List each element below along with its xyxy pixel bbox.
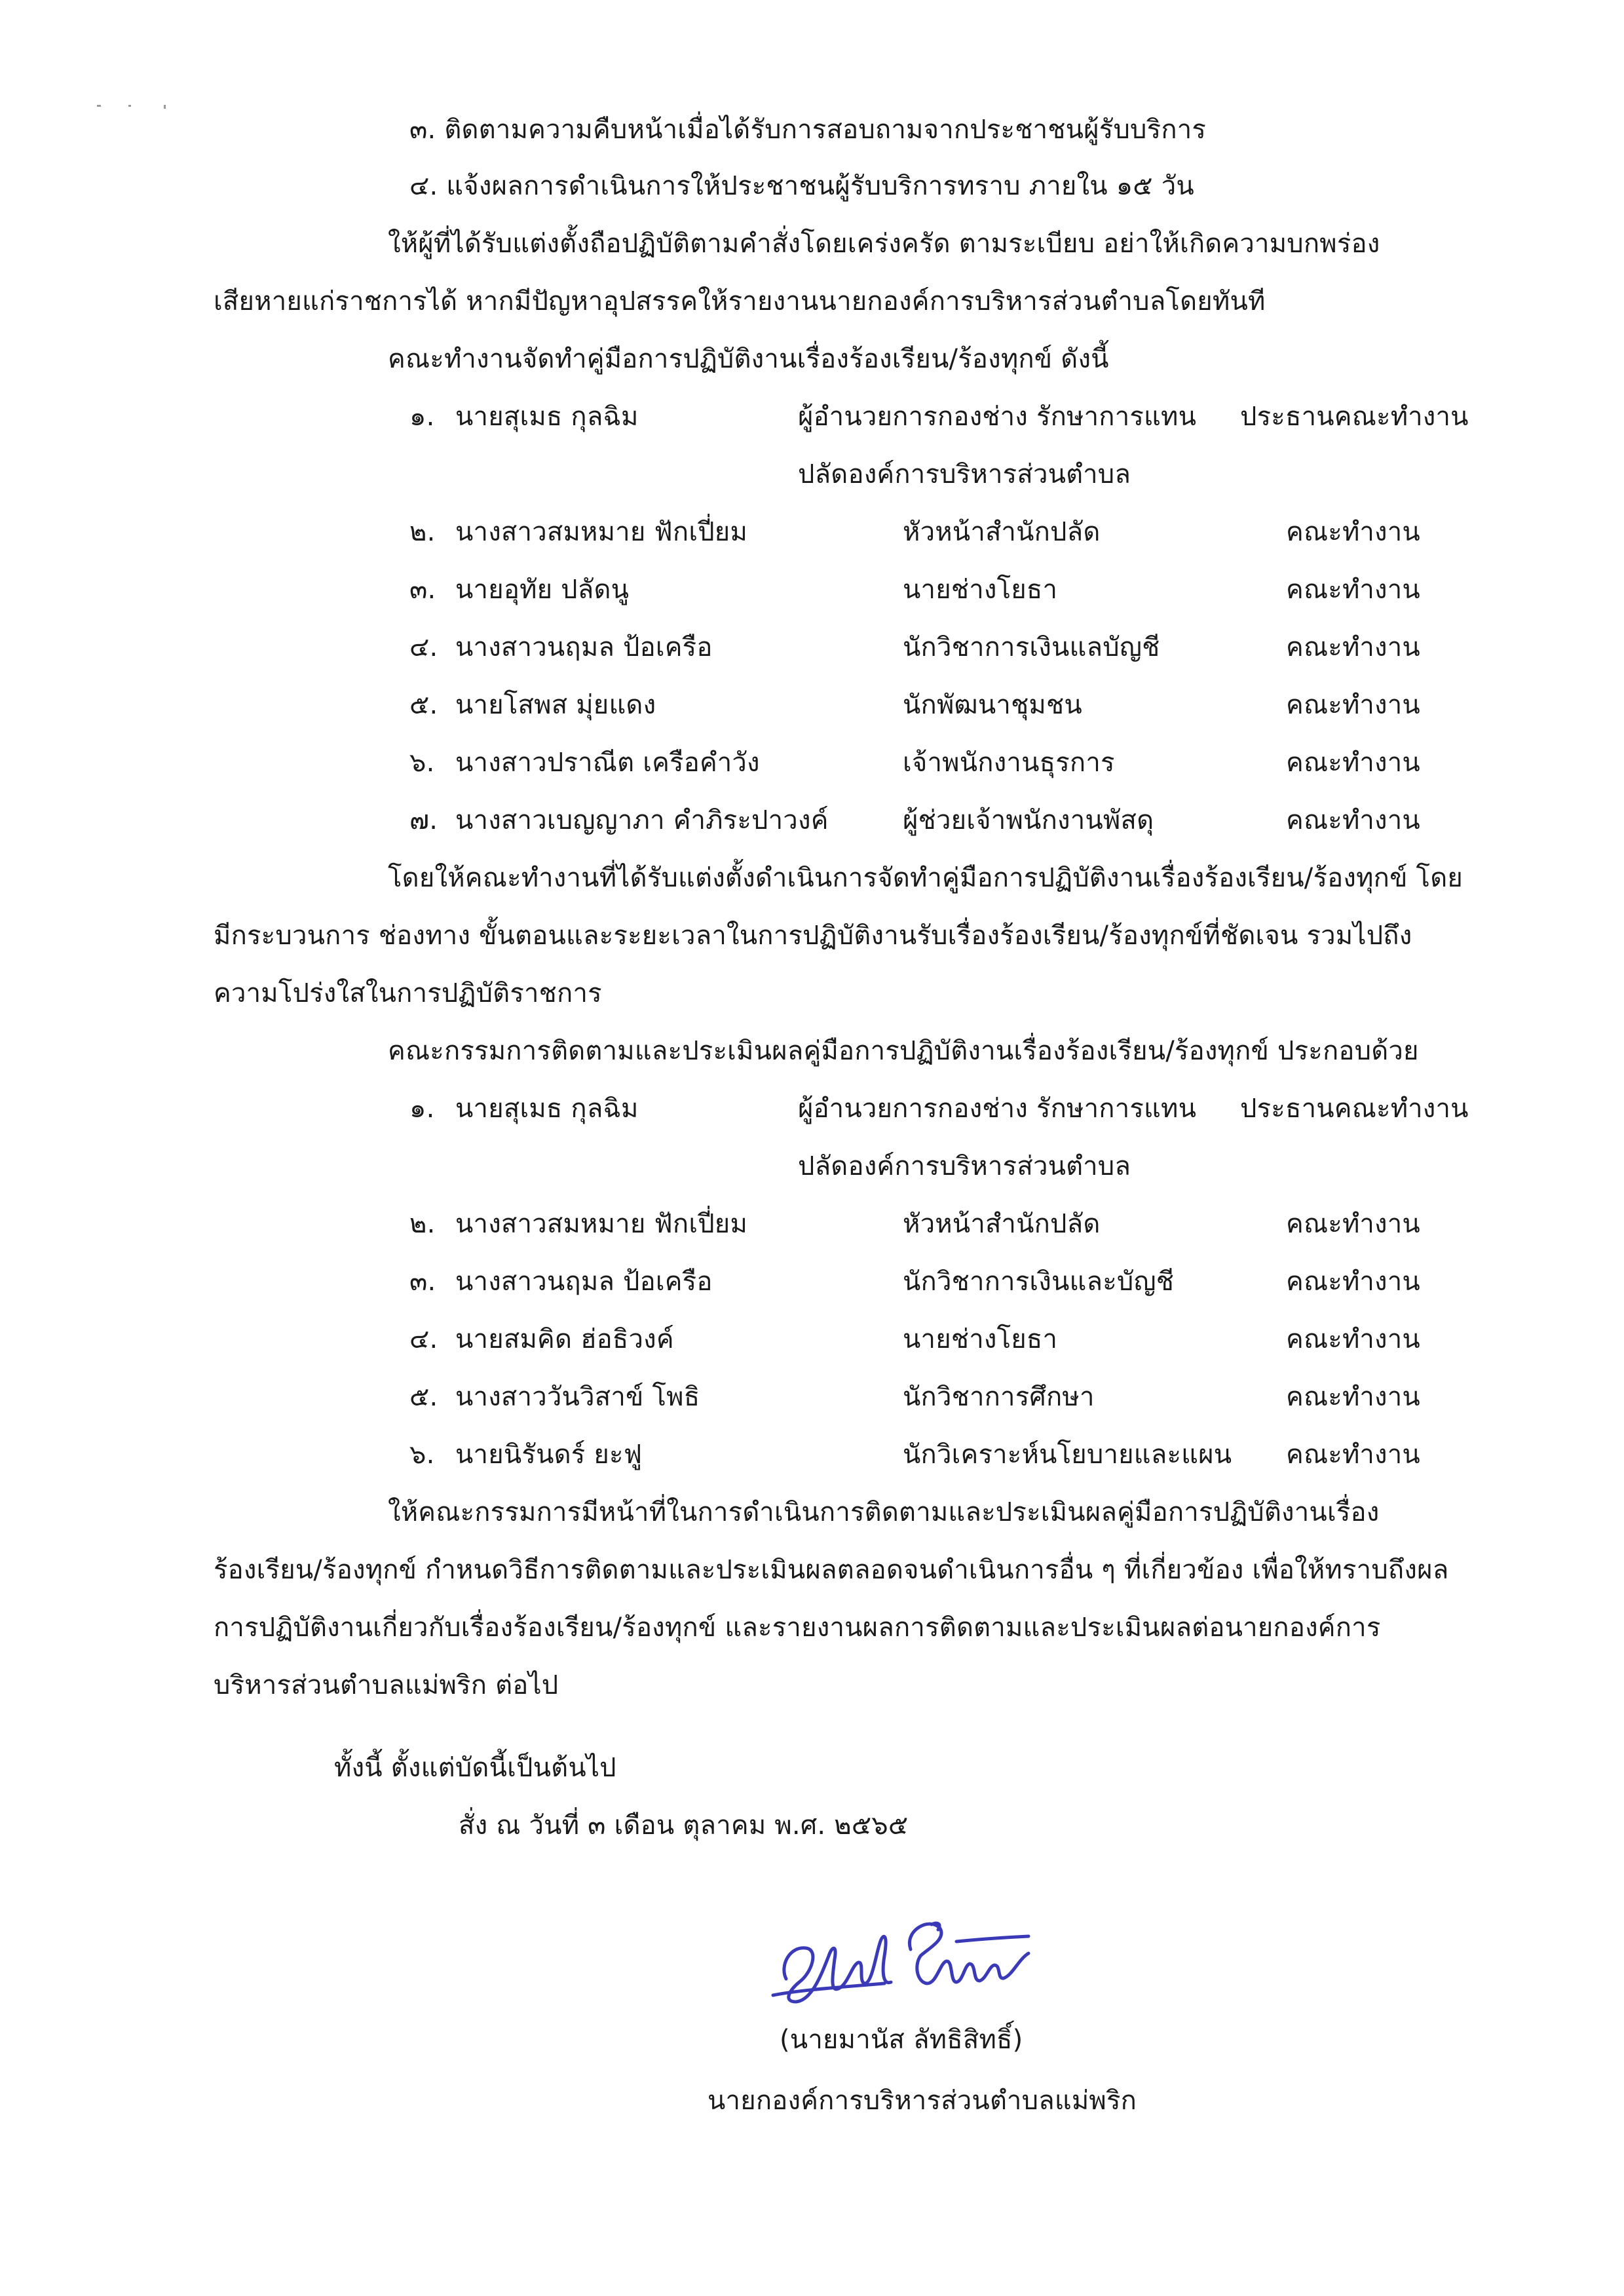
member-number: ๗. — [409, 805, 438, 835]
working-group-duty-line: โดยให้คณะทำงานที่ได้รับแต่งตั้งดำเนินการจัดทำคู่มือการปฏิบัติงานเรื่องร้องเรียน/ร้องทุกข์ โดย — [388, 863, 1463, 893]
signatory-name: (นายมานัส ลัทธิสิทธิ์) — [780, 2025, 1023, 2055]
member-role: คณะทำงาน — [1286, 517, 1420, 547]
member-role: คณะทำงาน — [1286, 690, 1420, 720]
member-number: ๖. — [409, 748, 435, 778]
member-role: คณะทำงาน — [1286, 805, 1420, 835]
member-position: นักพัฒนาชุมชน — [903, 690, 1082, 720]
member-number: ๑. — [409, 402, 435, 432]
member-position: หัวหน้าสำนักปลัด — [903, 1209, 1101, 1239]
instruction-line: ให้ผู้ที่ได้รับแต่งตั้งถือปฏิบัติตามคำสั่งโดยเคร่งครัด ตามระเบียบ อย่าให้เกิดความบกพร่อง — [388, 229, 1380, 259]
member-position: นักวิเคราะห์นโยบายและแผน — [903, 1440, 1232, 1470]
member-number: ๔. — [409, 1324, 438, 1354]
member-role: คณะทำงาน — [1286, 1267, 1420, 1297]
committee-duty-line: การปฏิบัติงานเกี่ยวกับเรื่องร้องเรียน/ร้องทุกข์ และรายงานผลการติดตามและประเมินผลต่อนายกองค์การ — [214, 1613, 1381, 1643]
working-group-member — [0, 571, 1624, 608]
signatory-title: นายกองค์การบริหารส่วนตำบลแม่พริก — [708, 2086, 1137, 2116]
evaluation-committee-heading: คณะกรรมการติดตามและประเมินผลคู่มือการปฏิบัติงานเรื่องร้องเรียน/ร้องทุกข์ ประกอบด้วย — [388, 1036, 1419, 1066]
signature-drawing — [760, 1910, 1035, 2021]
working-group-duty-line: ความโปร่งใสในการปฏิบัติราชการ — [214, 978, 602, 1008]
member-name: นายสุเมธ กุลฉิม — [455, 1094, 639, 1124]
intro-item-3: ๓. ติดตามความคืบหน้าเมื่อได้รับการสอบถามจากประชาชนผู้รับบริการ — [409, 115, 1207, 145]
committee-duty-line: ร้องเรียน/ร้องทุกข์ กำหนดวิธีการติดตามและประเมินผลตลอดจนดำเนินการอื่น ๆ ที่เกี่ยวข้อง เพื่อให้ทราบถึงผล — [214, 1555, 1449, 1585]
signature-strokes — [773, 1923, 1029, 2002]
member-name: นายสุเมธ กุลฉิม — [455, 402, 639, 432]
handwritten-signature — [760, 1910, 1035, 2021]
scan-speck — [128, 105, 131, 107]
effective-statement: ทั้งนี้ ตั้งแต่บัดนี้เป็นต้นไป — [334, 1753, 616, 1783]
member-name: นายนิรันดร์ ยะฟู — [455, 1440, 643, 1470]
member-name: นางสาววันวิสาข์ โพธิ — [455, 1382, 700, 1412]
member-role: ประธานคณะทำงาน — [1240, 1094, 1469, 1124]
member-position: ผู้อำนวยการกองช่าง รักษาการแทน — [798, 402, 1197, 432]
member-role: คณะทำงาน — [1286, 1382, 1420, 1412]
member-number: ๔. — [409, 632, 438, 662]
member-number: ๕. — [409, 1382, 438, 1412]
committee-duty-line: บริหารส่วนตำบลแม่พริก ต่อไป — [214, 1670, 559, 1700]
committee-member — [0, 1263, 1624, 1300]
member-position: นักวิชาการเงินแลบัญชี — [903, 632, 1160, 662]
member-number: ๕. — [409, 690, 438, 720]
committee-member — [0, 1321, 1624, 1358]
intro-item-4: ๔. แจ้งผลการดำเนินการให้ประชาชนผู้รับบริการทราบ ภายใน ๑๕ วัน — [409, 171, 1194, 201]
scan-speck — [97, 105, 101, 107]
member-position: นายช่างโยธา — [903, 575, 1058, 605]
member-position: นายช่างโยธา — [903, 1324, 1058, 1354]
member-role: ประธานคณะทำงาน — [1240, 402, 1469, 432]
working-group-duty-line: มีกระบวนการ ช่องทาง ขั้นตอนและระยะเวลาในการปฏิบัติงานรับเรื่องร้องเรียน/ร้องทุกข์ที่ชัดเจน รวมไปถึง — [214, 921, 1412, 951]
member-name: นางสาวสมหมาย ฟักเปี่ยม — [455, 517, 748, 547]
member-position-continued: ปลัดองค์การบริหารส่วนตำบล — [798, 1151, 1131, 1181]
member-position: หัวหน้าสำนักปลัด — [903, 517, 1101, 547]
member-position: นักวิชาการศึกษา — [903, 1382, 1095, 1412]
member-number: ๒. — [409, 1209, 436, 1239]
member-number: ๒. — [409, 517, 436, 547]
member-number: ๓. — [409, 1267, 436, 1297]
committee-member — [0, 1206, 1624, 1242]
scan-speck — [164, 105, 166, 109]
working-group-member — [0, 744, 1624, 781]
member-position: ผู้อำนวยการกองช่าง รักษาการแทน — [798, 1094, 1197, 1124]
working-group-member — [0, 514, 1624, 550]
committee-member — [0, 1379, 1624, 1415]
member-number: ๖. — [409, 1440, 435, 1470]
member-number: ๑. — [409, 1094, 435, 1124]
member-name: นายอุทัย ปลัดนู — [455, 575, 630, 605]
committee-member — [0, 1090, 1624, 1127]
member-role: คณะทำงาน — [1286, 632, 1420, 662]
member-role: คณะทำงาน — [1286, 575, 1420, 605]
member-position: เจ้าพนักงานธุรการ — [903, 748, 1115, 778]
member-name: นางสาวเบญญาภา คำภิระปาวงค์ — [455, 805, 829, 835]
member-role: คณะทำงาน — [1286, 748, 1420, 778]
member-number: ๓. — [409, 575, 436, 605]
instruction-line: เสียหายแก่ราชการได้ หากมีปัญหาอุปสรรคให้รายงานนายกองค์การบริหารส่วนตำบลโดยทันที — [214, 286, 1266, 316]
member-name: นายโสพส มุ่ยแดง — [455, 690, 656, 720]
member-name: นางสาวนฤมล ป้อเครือ — [455, 632, 713, 662]
working-group-member — [0, 629, 1624, 666]
member-position: นักวิชาการเงินและบัญชี — [903, 1267, 1175, 1297]
committee-duty-line: ให้คณะกรรมการมีหน้าที่ในการดำเนินการติดตามและประเมินผลคู่มือการปฏิบัติงานเรื่อง — [388, 1497, 1380, 1527]
member-position-continued: ปลัดองค์การบริหารส่วนตำบล — [798, 459, 1131, 489]
member-name: นางสาวนฤมล ป้อเครือ — [455, 1267, 713, 1297]
working-group-member — [0, 687, 1624, 723]
member-role: คณะทำงาน — [1286, 1209, 1420, 1239]
member-role: คณะทำงาน — [1286, 1440, 1420, 1470]
order-date: สั่ง ณ วันที่ ๓ เดือน ตุลาคม พ.ศ. ๒๕๖๕ — [459, 1810, 909, 1841]
member-name: นางสาวสมหมาย ฟักเปี่ยม — [455, 1209, 748, 1239]
working-group-member — [0, 398, 1624, 435]
committee-member — [0, 1436, 1624, 1473]
member-role: คณะทำงาน — [1286, 1324, 1420, 1354]
member-position: ผู้ช่วยเจ้าพนักงานพัสดุ — [903, 805, 1154, 835]
member-name: นายสมคิด ฮ่อธิวงค์ — [455, 1324, 674, 1354]
working-group-member — [0, 802, 1624, 839]
member-name: นางสาวปราณีต เครือคำวัง — [455, 748, 760, 778]
working-group-heading: คณะทำงานจัดทำคู่มือการปฏิบัติงานเรื่องร้องเรียน/ร้องทุกข์ ดังนี้ — [388, 344, 1109, 374]
